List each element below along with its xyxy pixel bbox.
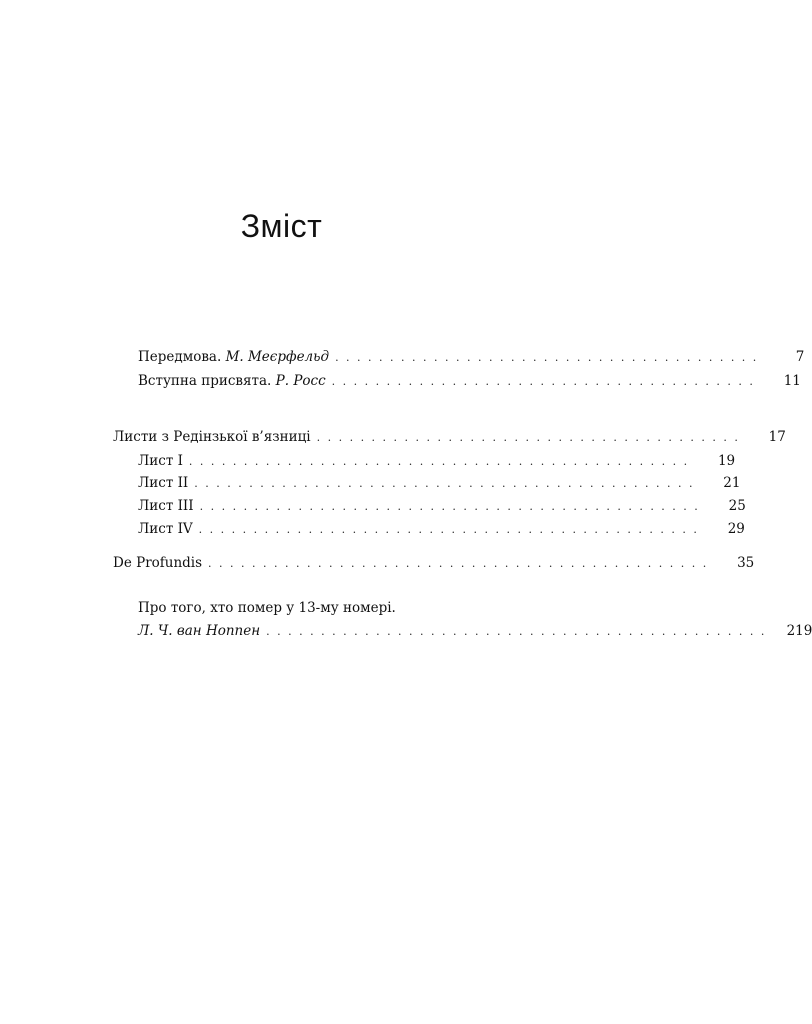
toc-entry-letter-1[interactable] xyxy=(138,449,736,473)
leader-dots: . . . . . . . . . . . . . . . . . . . . . . . . . . . . . . . . . . . . . . . xyxy=(331,375,755,388)
leader-dots: . . . . . . . . . . . . . . . . . . . . . . . . . . . . . . . . . . . . . . . . . . . . . . xyxy=(188,455,690,468)
leader-dots: . . . . . . . . . . . . . . . . . . . . . . . . . . . . . . . . . . . . . . . . . . . . . . xyxy=(198,523,699,536)
toc-entry-foreword[interactable] xyxy=(138,345,805,369)
toc-entry-label: Вступна присвята. xyxy=(138,373,272,389)
toc-entry-page: 7 xyxy=(795,349,805,365)
leader-dots: . . . . . . . . . . . . . . . . . . . . . . . . . . . . . . . . . . . . . . . . . . . . . . xyxy=(266,625,767,638)
toc-entry-label: Лист IV xyxy=(138,521,193,537)
leader-dots: . . . . . . . . . . . . . . . . . . . . . . . . . . . . . . . . . . . . . . . . . . . . . . xyxy=(199,500,700,513)
toc-entry-reading-letters[interactable] xyxy=(113,425,786,449)
toc-entry-label: Передмова. xyxy=(138,349,222,365)
toc-entry-label: Лист I xyxy=(138,453,183,469)
toc-entry-label[interactable]: Про того, хто помер у 13-му номері. xyxy=(138,600,396,616)
leader-dots: . . . . . . . . . . . . . . . . . . . . . . . . . . . . . . . . . . . . . . . xyxy=(335,351,759,364)
toc-entry-letter-4[interactable] xyxy=(138,517,745,541)
toc-entry-page: 219 xyxy=(786,623,812,639)
toc-entry-page: 29 xyxy=(727,521,745,537)
toc-entry-label: Лист III xyxy=(138,498,194,514)
toc-entry-page: 35 xyxy=(737,555,755,571)
toc-entry-label: Лист II xyxy=(138,475,189,491)
toc-entry-letter-3[interactable] xyxy=(138,494,746,518)
toc-entry-page: 17 xyxy=(768,429,786,445)
leader-dots: . . . . . . . . . . . . . . . . . . . . . . . . . . . . . . . . . . . . . . . . . . . . . . xyxy=(194,477,695,490)
leader-dots: . . . . . . . . . . . . . . . . . . . . . . . . . . . . . . . . . . . . . . . . . . . . . . xyxy=(208,557,709,570)
toc-entry-letter-2[interactable] xyxy=(138,471,741,495)
toc-entry-label: De Profundis xyxy=(113,555,203,571)
toc-entry-page: 25 xyxy=(728,498,746,514)
toc-entry-author: Р. Росс xyxy=(275,373,326,389)
toc-entry-author: М. Меєрфельд xyxy=(225,349,330,365)
toc-entry-page: 21 xyxy=(723,475,741,491)
toc-entry-de-profundis[interactable] xyxy=(113,551,755,575)
page-title: Зміст xyxy=(240,208,323,244)
toc-entry-dedication[interactable] xyxy=(138,369,801,393)
toc-entry-page: 11 xyxy=(783,373,801,389)
toc-entry-van-noppen[interactable] xyxy=(138,619,812,643)
toc-entry-page: 19 xyxy=(717,453,736,469)
toc-entry-label: Листи з Редінзької в’язниці xyxy=(113,429,311,445)
leader-dots: . . . . . . . . . . . . . . . . . . . . . . . . . . . . . . . . . . . . . . . xyxy=(316,431,740,444)
toc-entry-author: Л. Ч. ван Ноппен xyxy=(138,623,261,639)
